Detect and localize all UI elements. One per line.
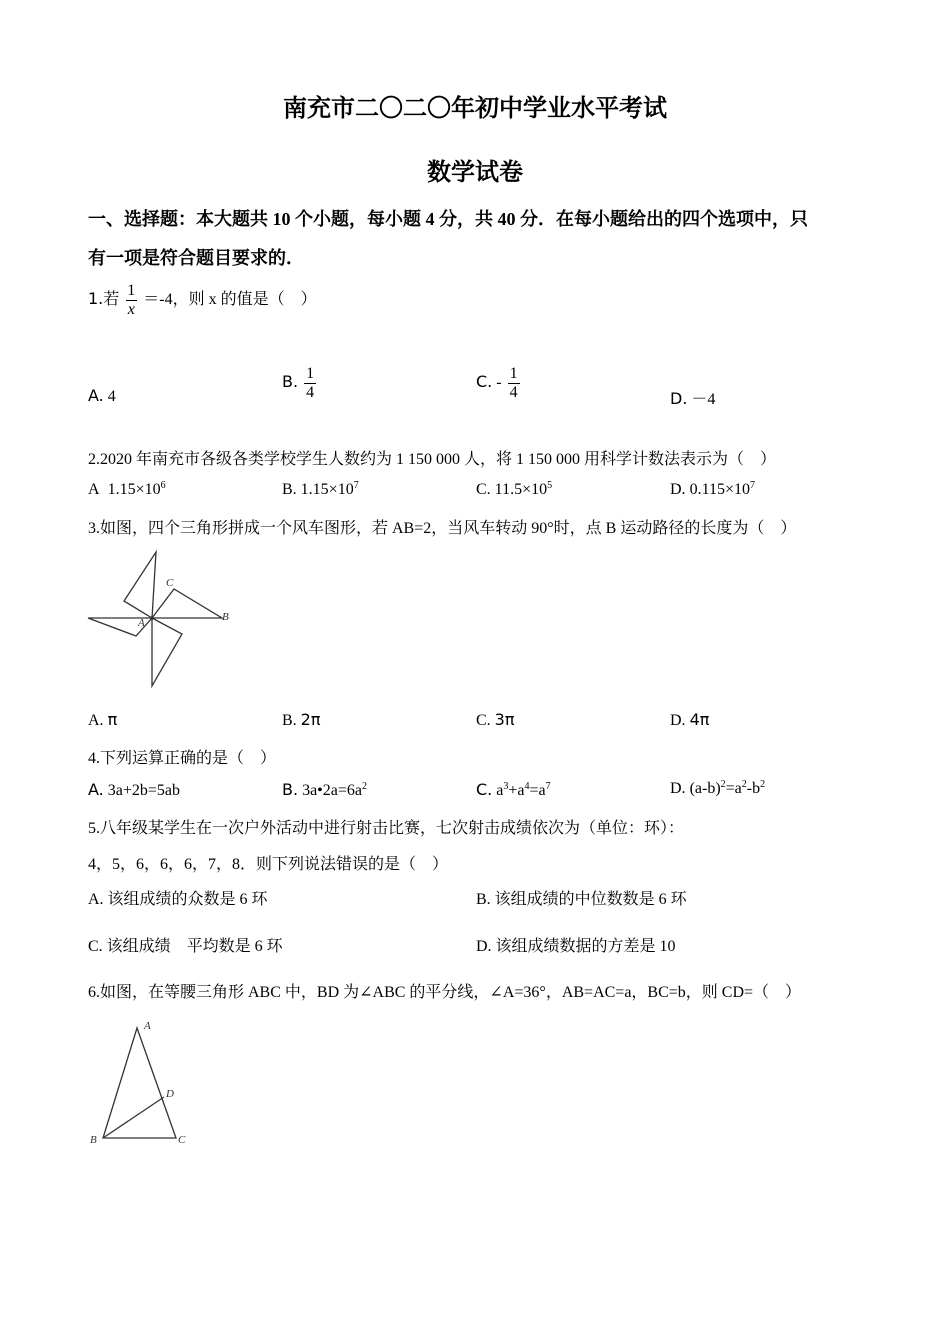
q3-option-c-text: 3π [494,710,515,729]
q4-option-d [670,780,765,798]
q2-option-b [282,481,359,499]
q4-option-d-label: D. [670,780,686,797]
q1-frac-numerator: 1 [127,282,136,299]
q3-option-b-text: 2π [300,710,321,729]
q4-option-c-part1: a [496,782,504,799]
section-heading-line2: 有一项是符合题目要求的． [88,248,304,268]
q2-option-c-label: C. [476,481,491,498]
q2-option-c [476,481,552,499]
q3-option-d-label: D. [670,712,686,729]
q4-option-b [282,780,367,800]
q2-option-d-label: D. [670,481,686,498]
q4-option-d-exp2: 2 [741,779,747,790]
q3-option-c-label: C. [476,712,491,729]
q4-option-b-text: 3a•2a=6a [302,782,362,799]
q1-post: ，则 x 的值是（ ） [172,291,317,309]
q2-option-a [88,481,166,499]
q1-option-c-label: C. [476,372,493,392]
q1-option-c [476,365,522,402]
q5-option-a: A. 该组成绩的众数是 6 环 [88,891,268,908]
q1-fraction [125,282,137,319]
q3-option-b [282,710,320,730]
label-c: C [166,577,174,589]
q2-option-c-base: 11.5×10 [494,481,548,498]
question-6: 6.如图，在等腰三角形 ABC 中，BD 为∠ABC 的平分线，∠A=36°，AB=AC=a，BC=b，则 CD=（ ） [88,984,802,1001]
label-d: D [166,1088,174,1100]
q1-option-a [88,386,116,406]
q1-option-b-denominator: 4 [306,384,315,401]
q3-option-c [476,710,514,730]
q4-option-c-exp3: 7 [545,781,551,792]
q4-option-a [88,780,180,800]
question-1 [88,282,317,319]
q1-option-c-sign: - [496,374,502,392]
label-b: B [222,611,229,623]
question-4: 4.下列运算正确的是（ ） [88,750,277,767]
q3-option-a-label: A. [88,712,104,729]
q4-option-c-part3: =a [529,782,546,799]
q4-option-d-part3: -b [746,780,761,797]
q4-option-b-label: B. [282,780,299,799]
q2-option-d-exponent: 7 [750,480,755,491]
q4-option-b-exponent: 2 [362,781,367,792]
q1-option-c-fraction [508,365,520,402]
triangle-lines [103,1028,176,1138]
section-heading-line1: 一、选择题：本大题共 10 个小题，每小题 4 分，共 40 分．在每小题给出的四个选项中，只 [88,209,808,229]
q1-option-a-label: A. [88,386,104,405]
exam-subtitle: 数学试卷 [427,160,523,186]
triangle-figure [86,1014,196,1150]
q4-option-d-exp1: 2 [720,779,726,790]
label-a: A [144,1020,151,1032]
question-3: 3.如图，四个三角形拼成一个风车图形，若 AB=2，当风车转动 90°时，点 B 运动路径的长度为（ ） [88,520,797,537]
q1-equation: ＝-4 [143,291,173,309]
q4-option-c-exp2: 4 [524,781,530,792]
q1-option-b-label: B. [282,372,299,392]
q1-frac-denominator: x [127,301,135,318]
q2-option-a-exponent: 6 [160,480,166,491]
q2-option-d-base: 0.115×10 [689,481,750,498]
q3-option-a [88,710,117,730]
label-b: B [90,1134,97,1146]
q4-option-d-part1: (a-b) [689,780,721,797]
q1-option-d [670,386,715,409]
q4-option-c-exp1: 3 [503,781,509,792]
exam-title: 南充市二〇二〇年初中学业水平考试 [283,96,667,122]
q1-number: 1. [88,289,104,309]
q2-option-a-label: A [88,481,100,498]
label-a: A [138,617,145,629]
q1-option-b-numerator: 1 [306,365,315,382]
question-5-line2: 4，5，6，6，6，7，8．则下列说法错误的是（ ） [88,856,449,873]
q2-option-b-label: B. [282,481,297,498]
pinwheel-figure [86,548,236,690]
q1-option-c-numerator: 1 [509,365,518,382]
q4-option-d-exp3: 2 [760,779,766,790]
q2-option-b-exponent: 7 [353,480,359,491]
q1-option-d-text: －4 [691,391,716,408]
q2-option-d [670,481,755,499]
q2-option-a-base: 1.15×10 [107,481,161,498]
center-point [150,616,154,620]
q1-pre: 若 [103,291,120,309]
q4-option-d-part2: =a [725,780,742,797]
q3-option-d [670,710,709,730]
q3-option-a-text: π [107,710,118,729]
q5-option-b: B. 该组成绩的中位数数是 6 环 [476,891,687,908]
q3-option-b-label: B. [282,712,297,729]
question-2: 2.2020 年南充市各级各类学校学生人数约为 1 150 000 人，将 1 150 000 用科学计数法表示为（ ） [88,451,777,468]
q4-option-c [476,780,551,800]
q5-option-c: C. 该组成绩 平均数是 6 环 [88,938,283,955]
q1-option-a-text: 4 [107,388,116,405]
pinwheel-lines [88,552,222,686]
q2-option-c-exponent: 5 [547,480,553,491]
question-5-line1: 5.八年级某学生在一次户外活动中进行射击比赛，七次射击成绩依次为（单位：环）： [88,820,685,837]
q4-option-c-part2: +a [508,782,525,799]
q2-option-b-base: 1.15×10 [300,481,354,498]
q3-option-d-text: 4π [689,710,710,729]
q1-option-c-denominator: 4 [509,384,518,401]
q1-option-d-label: D. [670,389,688,408]
q1-option-b-fraction [304,365,316,402]
label-c: C [178,1134,186,1146]
q1-option-b [282,365,318,402]
q4-option-a-label: A. [88,780,104,799]
q4-option-c-label: C. [476,780,493,799]
q4-option-a-text: 3a+2b=5ab [107,782,180,799]
q5-option-d: D. 该组成绩数据的方差是 10 [476,938,676,955]
